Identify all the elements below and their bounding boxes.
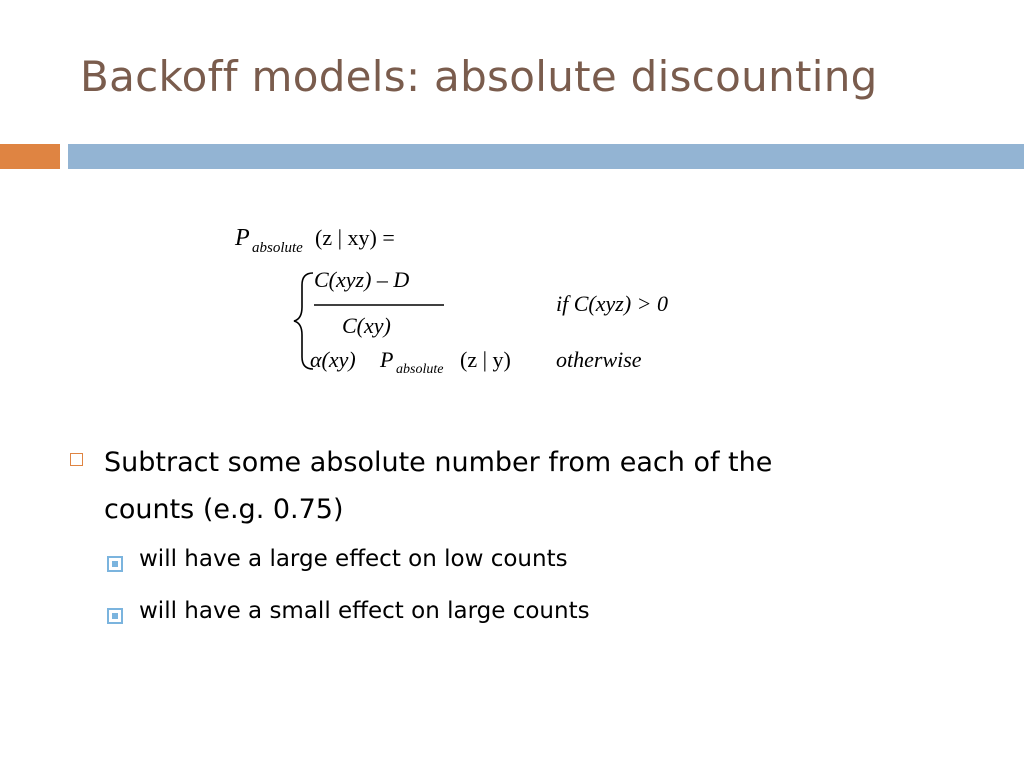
formula-args: (z | xy) = <box>315 225 395 250</box>
formula-args-2: (z | y) <box>460 347 511 372</box>
alpha-term: α(xy) <box>310 347 356 372</box>
slide-title: Backoff models: absolute discounting <box>80 52 878 101</box>
fraction-numerator: C(xyz) – D <box>314 267 410 292</box>
header-bar <box>68 144 1024 169</box>
sub-bullet-square-icon <box>107 608 123 624</box>
sub-bullet-2: will have a small effect on large counts <box>139 598 590 624</box>
formula-P: P <box>235 225 250 251</box>
formula <box>230 215 750 385</box>
formula-P2: P <box>380 347 394 372</box>
sub-bullet-square-icon <box>107 556 123 572</box>
formula-subscript: absolute <box>252 240 303 256</box>
condition-2: otherwise <box>556 347 642 372</box>
formula-subscript-2: absolute <box>396 362 444 377</box>
condition-1: if C(xyz) > 0 <box>556 291 668 316</box>
sub-bullet-1: will have a large effect on low counts <box>139 546 568 572</box>
main-bullet-text: Subtract some absolute number from each of the counts (e.g. 0.75) <box>104 447 773 525</box>
bullet-square-icon <box>70 453 83 466</box>
accent-bar <box>0 144 60 169</box>
fraction-denominator: C(xy) <box>342 313 391 338</box>
